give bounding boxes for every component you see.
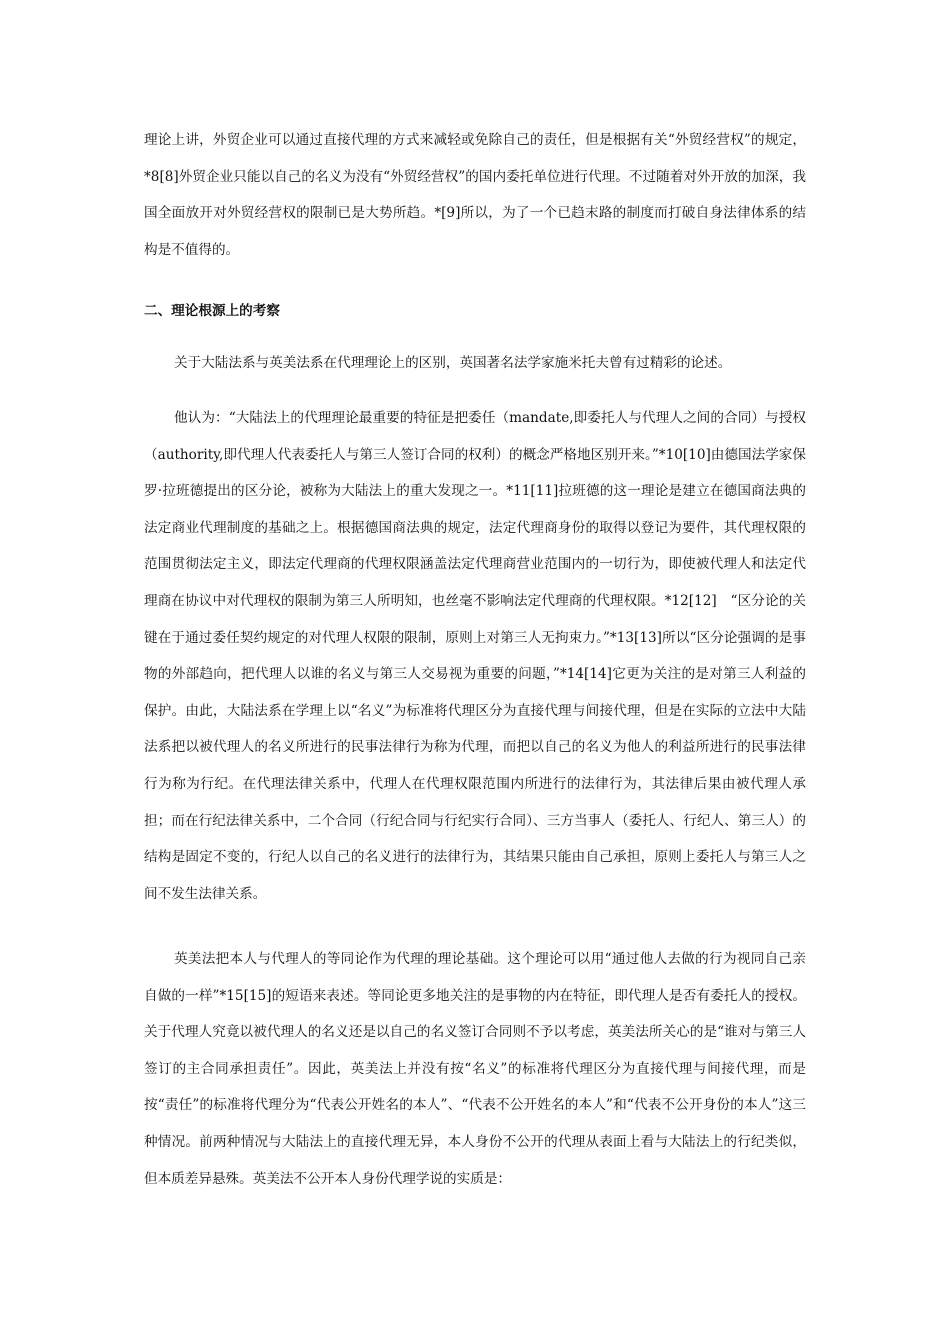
paragraph-comparison: 关于大陆法系与英美法系在代理理论上的区别，英国著名法学家施米托夫曾有过精彩的论述。 <box>174 355 732 371</box>
paragraph-intro: 理论上讲，外贸企业可以通过直接代理的方式来减轻或免除自己的责任，但是根据有关“外贸经营权”的规定，*8[8]外贸企业只能以自己的名义为没有“外贸经营权”的国内委托单位进行代理。不过随着对外开放的加深，我国全面放开对外贸经营权的限制已是大势所趋。*[9]所以，为了一个已趋末路的制度而打破自身法律体系的结构是不值得的。 <box>144 132 806 258</box>
paragraph-civil-law: 他认为：“大陆法上的代理理论最重要的特征是把委任（mandate,即委托人与代理人之间的合同）与授权（authority,即代理人代表委托人与第三人签订合同的权利）的概念严格地区别开来。”*10[10]由德国法学家保罗·拉班德提出的区分论，被称为大陆法上的重大发现之一。*11[11]拉班德的这一理论是建立在德国商法典的法定商业代理制度的基础之上。根据德国商法典的规定，法定代理商身份的取得以登记为要件，其代理权限的范围贯彻法定主义，即法定代理商的代理权限涵盖法定代理商营业范围内的一切行为，即使被代理人和法定代理商在协议中对代理权的限制为第三人所明知，也丝毫不影响法定代理商的代理权限。*12[12] “区分论的关键在于通过委任契约规定的对代理人权限的限制，原则上对第三人无拘束力。”*13[13]所以“区分论强调的是事物的外部趋向，把代理人以谁的名义与第三人交易视为重要的问题，”*14[14]它更为关注的是对第三人利益的保护。由此，大陆法系在学理上以“名义”为标准将代理区分为直接代理与间接代理，但是在实际的立法中大陆法系把以被代理人的名义所进行的民事法律行为称为代理，而把以自己的名义为他人的利益所进行的民事法律行为称为行纪。在代理法律关系中，代理人在代理权限范围内所进行的法律行为，其法律后果由被代理人承担；而在行纪法律关系中，二个合同（行纪合同与行纪实行合同）、三方当事人（委托人、行纪人、第三人）的结构是固定不变的，行纪人以自己的名义进行的法律行为，其结果只能由自己承担，原则上委托人与第三人之间不发生法律关系。 <box>144 410 806 902</box>
paragraph-common-law: 英美法把本人与代理人的等同论作为代理的理论基础。这个理论可以用“通过他人去做的行为视同自己亲自做的一样”*15[15]的短语来表述。等同论更多地关注的是事物的内在特征，即代理人是否有委托人的授权。关于代理人究竟以被代理人的名义还是以自己的名义签订合同则不予以考虑，英美法所关心的是“谁对与第三人签订的主合同承担责任”。因此，英美法上并没有按“名义”的标准将代理区分为直接代理与间接代理，而是按“责任”的标准将代理分为“代表公开姓名的本人”、“代表不公开姓名的本人”和“代表不公开身份的本人”这三种情况。前两种情况与大陆法上的直接代理无异，本人身份不公开的代理从表面上看与大陆法上的行纪类似，但本质差异悬殊。英美法不公开本人身份代理学说的实质是： <box>144 951 806 1187</box>
section-heading: 二、理论根源上的考察 <box>144 303 280 319</box>
